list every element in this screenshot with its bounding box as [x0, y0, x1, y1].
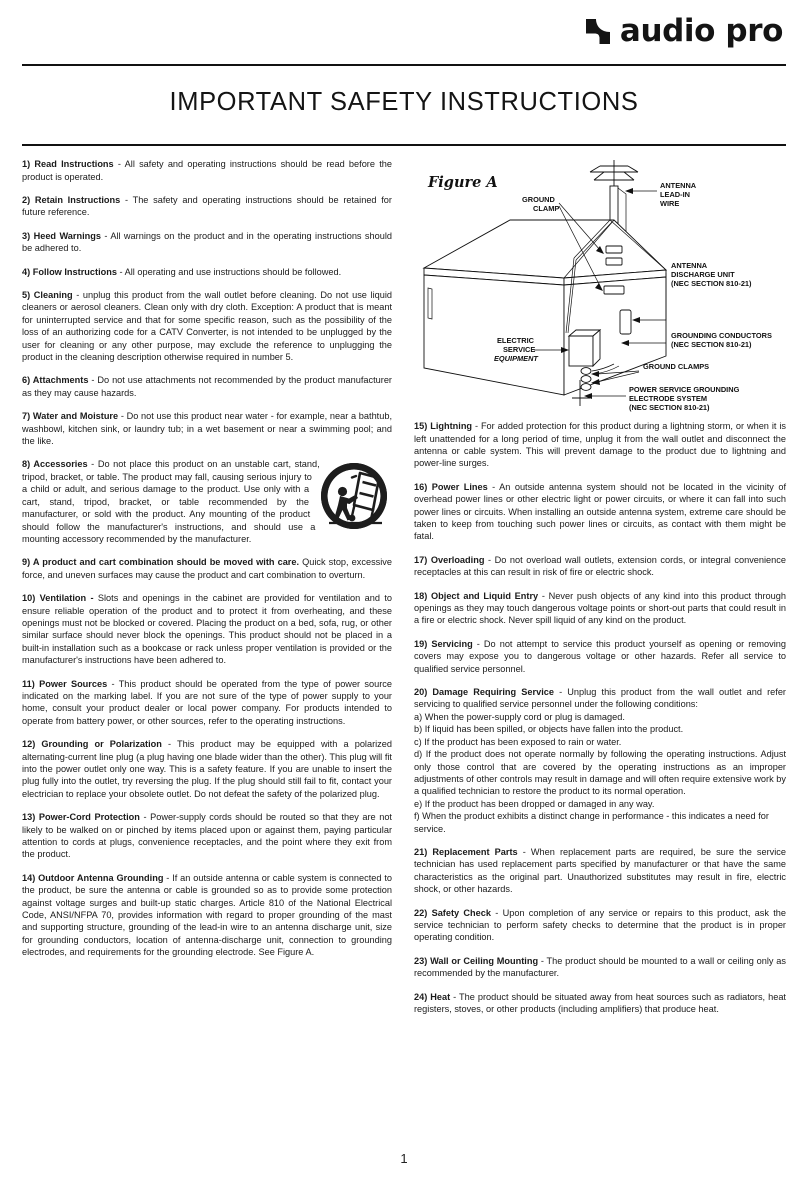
item-heading: Servicing	[431, 638, 473, 649]
item-body: - Do not overload wall outlets, extension cords, or integral convenience receptacles at this can result in risk of fire or electric shock.	[414, 554, 786, 578]
item-heading: Accessories	[33, 459, 88, 470]
safety-item-20-sub-b: b) If liquid has been spilled, or objects have fallen into the product.	[414, 724, 684, 735]
item-body: - Do not place this product on an unstable cart, stand, tripod, bracket, or table. The product may fall, causing serious injury to a child or adult, and serious damage to the product. Use only with a cart, stand, tripod, bracket, or table recommended by the manufacturer, or sold with the product. Any mounting of the product should follow the manufacturer's instructions, and should use a mounting accessory recommended by the manufacturer.	[22, 459, 320, 544]
safety-item-5	[22, 289, 392, 363]
audio-pro-logo	[585, 12, 783, 49]
safety-item-6	[22, 374, 392, 399]
item-body: Slots and openings in the cabinet are provided for ventilation and to ensure reliable operation of the product and to protect it from overheating, and these openings must not be blocked or covered. Placing the product on a bed, sofa, rug, or other similar surface should never block the openings. This product should not be placed in a built-in installation such as a bookcase or rack unless proper ventilation is provided or the manufacturer's instructions have been adhered to.	[22, 593, 392, 666]
item-heading: Damage Requiring Service	[432, 687, 554, 698]
figure-a	[414, 158, 786, 416]
figure-label-electric-1: ELECTRIC	[497, 336, 534, 346]
figure-label-discharge-3: (NEC SECTION 810-21)	[671, 279, 752, 289]
item-body: - All warnings on the product and in the operating instructions should be adhered to.	[22, 230, 392, 254]
item-heading: Retain Instructions	[34, 194, 121, 205]
figure-label-antenna-lead-in-1: ANTENNA	[660, 181, 697, 191]
safety-item-14	[22, 872, 392, 959]
figure-label-power-service-3: (NEC SECTION 810-21)	[629, 403, 710, 413]
item-body: - Upon completion of any service or repairs to this product, ask the service technician to perform safety checks to determine that the product is in proper operating condition.	[414, 907, 786, 943]
item-body: - An outside antenna system should not be located in the vicinity of overhead power lines or other electric light or power circuits, or where it can fall into such power lines or circuits. When installing an outside antenna system, extreme care should be taken to keep from touching such power lines or circuits, as contact with them might be fatal.	[414, 481, 786, 542]
item-heading: Ventilation -	[39, 593, 94, 604]
item-number: 17)	[414, 554, 431, 565]
item-number: 5)	[22, 290, 34, 300]
item-heading: Follow Instructions	[32, 266, 117, 277]
item-heading: Overloading	[430, 554, 485, 565]
safety-item-20	[414, 686, 786, 711]
item-number: 10)	[22, 593, 40, 604]
item-heading: Power-Cord Protection	[38, 812, 140, 823]
item-body: - When replacement parts are required, be sure the service technician has used replacement parts specified by manufacturer or that have the same characteristics as the original part. Unauthorized substitutes may result in fire, electric shock, or other hazards.	[414, 846, 787, 895]
item-body: - Unplug this product from the wall outlet and refer servicing to qualified service personnel under the following conditions:	[414, 687, 786, 710]
safety-item-20-sub-c: c) If the product has been exposed to rain or water.	[414, 736, 622, 747]
safety-item-9	[22, 556, 392, 581]
item-heading: Object and Liquid Entry	[431, 590, 539, 601]
figure-label-electric-3: EQUIPMENT	[494, 354, 538, 364]
safety-item-20-sub-e: e) If the product has been dropped or damaged in any way.	[414, 798, 655, 809]
item-number: 9)	[22, 557, 33, 568]
item-number: 3)	[22, 230, 34, 241]
safety-item-19	[414, 638, 786, 675]
item-body: - Do not attempt to service this product yourself as opening or removing covers may expose you to dangerous voltage or other hazards. Refer all service to qualified service personnel.	[414, 638, 786, 674]
content-columns	[22, 158, 786, 1026]
item-heading: Power Lines	[431, 481, 488, 492]
item-number: 14)	[22, 872, 39, 883]
safety-item-20-sub-a: a) When the power-supply cord or plug is damaged.	[414, 711, 625, 722]
item-body: - Do not use attachments not recommended by the product manufacturer as they may cause hazards.	[22, 375, 392, 398]
figure-caption: Figure A	[428, 174, 498, 192]
safety-item-13	[22, 811, 392, 861]
safety-item-24	[414, 991, 786, 1016]
figure-label-antenna-lead-in-2: LEAD-IN	[660, 190, 690, 200]
item-heading: Outdoor Antenna Grounding	[38, 872, 164, 883]
item-heading: Lightning	[430, 421, 473, 432]
safety-item-4	[22, 266, 392, 278]
item-body: - All operating and use instructions should be followed.	[116, 266, 342, 277]
item-body: - The product should be situated away from heat sources such as radiators, heat registers, stoves, or other products (including amplifiers) that produce heat.	[414, 991, 786, 1014]
safety-item-22	[414, 907, 786, 944]
item-number: 13)	[22, 812, 39, 823]
item-body: Quick stop, excessive force, and uneven surfaces may cause the product and cart combination to overturn.	[22, 557, 392, 580]
item-number: 8)	[22, 459, 34, 470]
figure-label-conductors-1: GROUNDING CONDUCTORS	[671, 331, 772, 341]
item-number: 11)	[22, 678, 40, 689]
item-heading: Grounding or Polarization	[41, 739, 162, 750]
item-number: 19)	[414, 638, 432, 649]
brand-header	[22, 0, 786, 62]
title-block	[22, 64, 786, 146]
item-body: - This product may be equipped with a polarized alternating-current line plug (a plug having one blade wider than the other). This plug will fit into the power outlet only one way. This is a safety feature. If you are unable to insert the plug fully into the outlet, try reversing the plug. If the plug should still fail to fit, contact your electrician to replace your obsolete outlet. Do not defeat the safety of the polarized plug.	[22, 739, 392, 799]
item-heading: Replacement Parts	[432, 846, 518, 857]
safety-item-20-sub-f: f) When the product exhibits a distinct change in performance - this indicates a need for service.	[414, 811, 769, 834]
safety-item-8	[22, 458, 392, 545]
safety-item-12	[22, 738, 392, 800]
no-cart-warning-icon	[316, 460, 392, 536]
figure-label-discharge-2: DISCHARGE UNIT	[671, 270, 735, 280]
item-number: 24)	[414, 991, 431, 1002]
item-body: - unplug this product from the wall outlet before cleaning. Do not use liquid cleaners or aerosol cleaners. Clean only with dry cloth. Exception: A product that is meant for uninterrupted service and that for some specific reason, such as the possibility of the loss of an authorizing code for a CATV Converter, is not intended to be unplugged by the user for cleaning or any other purpose, may exclude the reference to unplugging the product in the cleaning description otherwise required in number 5.	[22, 290, 392, 363]
safety-item-11	[22, 678, 392, 728]
safety-item-23	[414, 955, 786, 980]
figure-label-ground-clamps: GROUND CLAMPS	[643, 362, 710, 372]
figure-label-ground-clamp-2: CLAMP	[533, 204, 560, 214]
item-body: - Never push objects of any kind into this product through openings as they may touch dangerous voltage points or short-out parts that could result in a fire or electric shock. Never spill liquid of any kind on the product.	[414, 590, 786, 626]
item-body: - Do not use this product near water - for example, near a bathtub, washbowl, kitchen sink, or laundry tub; in a wet basement or near a swimming pool; and the like.	[22, 411, 392, 447]
item-heading: Water and Moisture	[32, 411, 119, 422]
safety-item-20-sub-d: d) If the product does not operate normally by following the operating instructions. Adjust only those control that are covered by the operating instructions as an improper adjustments of other controls may result in damage and will often require extensive work by a qualified technician to restore the product to its normal operation.	[414, 749, 786, 797]
item-body: - The product should be mounted to a wall or ceiling only as recommended by the manufacturer.	[414, 955, 786, 979]
item-heading: Heed Warnings	[33, 230, 101, 241]
item-body: - For added protection for this product during a lightning storm, or when it is left unattended for a long period of time, unplug it from the wall outlet and disconnect the antenna or cable system. This will prevent damage to the product due to lightning and power-line surges.	[414, 421, 786, 469]
item-number: 20)	[414, 687, 433, 698]
item-number: 6)	[22, 375, 33, 386]
item-heading: Wall or Ceiling Mounting	[430, 955, 539, 966]
item-heading: Heat	[430, 991, 451, 1002]
figure-label-power-service-2: ELECTRODE SYSTEM	[629, 394, 708, 404]
item-number: 7)	[22, 411, 33, 422]
safety-item-3	[22, 230, 392, 255]
safety-item-10	[22, 592, 392, 666]
item-number: 15)	[414, 421, 431, 432]
safety-item-18	[414, 590, 786, 627]
item-number: 12)	[22, 739, 42, 750]
title-rule-bottom	[22, 144, 786, 146]
brand-name: audio pro	[619, 12, 783, 49]
audio-pro-mark-icon	[585, 18, 611, 45]
item-heading: A product and cart combination should be moved with care.	[32, 557, 300, 568]
safety-item-7	[22, 410, 392, 447]
item-number: 2)	[22, 194, 35, 205]
figure-label-conductors-2: (NEC SECTION 810-21)	[671, 340, 752, 350]
safety-item-17	[414, 554, 786, 579]
figure-label-ground-clamp-1: GROUND	[522, 195, 555, 205]
item-heading: Safety Check	[431, 907, 491, 918]
item-heading: Attachments	[32, 375, 89, 386]
item-number: 23)	[414, 955, 431, 966]
figure-label-power-service-1: POWER SERVICE GROUNDING	[629, 385, 740, 395]
item-number: 1)	[22, 159, 35, 170]
item-body: - This product should be operated from the type of power source indicated on the marking label. If you are not sure of the type of power supply to your home, consult your product dealer or local power company. For products intended to operate from battery power, or other sources, refer to the operating instructions.	[22, 678, 392, 726]
item-body: - Power-supply cords should be routed so that they are not likely to be walked on or pinched by items placed upon or against them, paying particular attention to cords at plugs, convenience receptacles, and the point where they exit from the product.	[22, 812, 392, 860]
item-heading: Read Instructions	[34, 159, 114, 170]
item-heading: Power Sources	[39, 678, 108, 689]
safety-item-15	[414, 420, 786, 470]
item-number: 22)	[414, 907, 432, 918]
figure-label-antenna-lead-in-3: WIRE	[660, 199, 680, 209]
safety-item-16	[414, 481, 786, 543]
figure-label-discharge-1: ANTENNA	[671, 261, 708, 271]
safety-item-1	[22, 158, 392, 183]
item-number: 21)	[414, 846, 433, 857]
safety-item-2	[22, 194, 392, 219]
item-body: - If an outside antenna or cable system is connected to the product, be sure the antenna or cable is grounded so as to provide some protection against voltage surges and built-up static charges. Article 810 of the National Electrical Code, ANSI/NFPA 70, provides information with regard to proper grounding of the mast and supporting structure, grounding of the lead-in wire to an antenna discharge unit, size for grounding conductors, location of antenna-discharge unit, connection to grounding electrodes, and requirements for the grounding electrode. See Figure A.	[22, 872, 392, 958]
item-number: 18)	[414, 590, 432, 601]
right-column	[414, 158, 786, 1026]
title-rule-top	[22, 64, 786, 66]
left-column	[22, 158, 392, 1026]
page-title: IMPORTANT SAFETY INSTRUCTIONS	[169, 88, 639, 117]
page-number: 1	[400, 1151, 408, 1166]
figure-label-electric-2: SERVICE	[503, 345, 536, 355]
safety-item-21	[414, 846, 786, 896]
item-body: - The safety and operating instructions should be retained for future reference.	[22, 194, 392, 218]
item-number: 4)	[22, 266, 33, 277]
item-body: - All safety and operating instructions should be read before the product is operated.	[22, 159, 392, 182]
item-heading: Cleaning	[33, 290, 73, 300]
item-number: 16)	[414, 481, 432, 492]
